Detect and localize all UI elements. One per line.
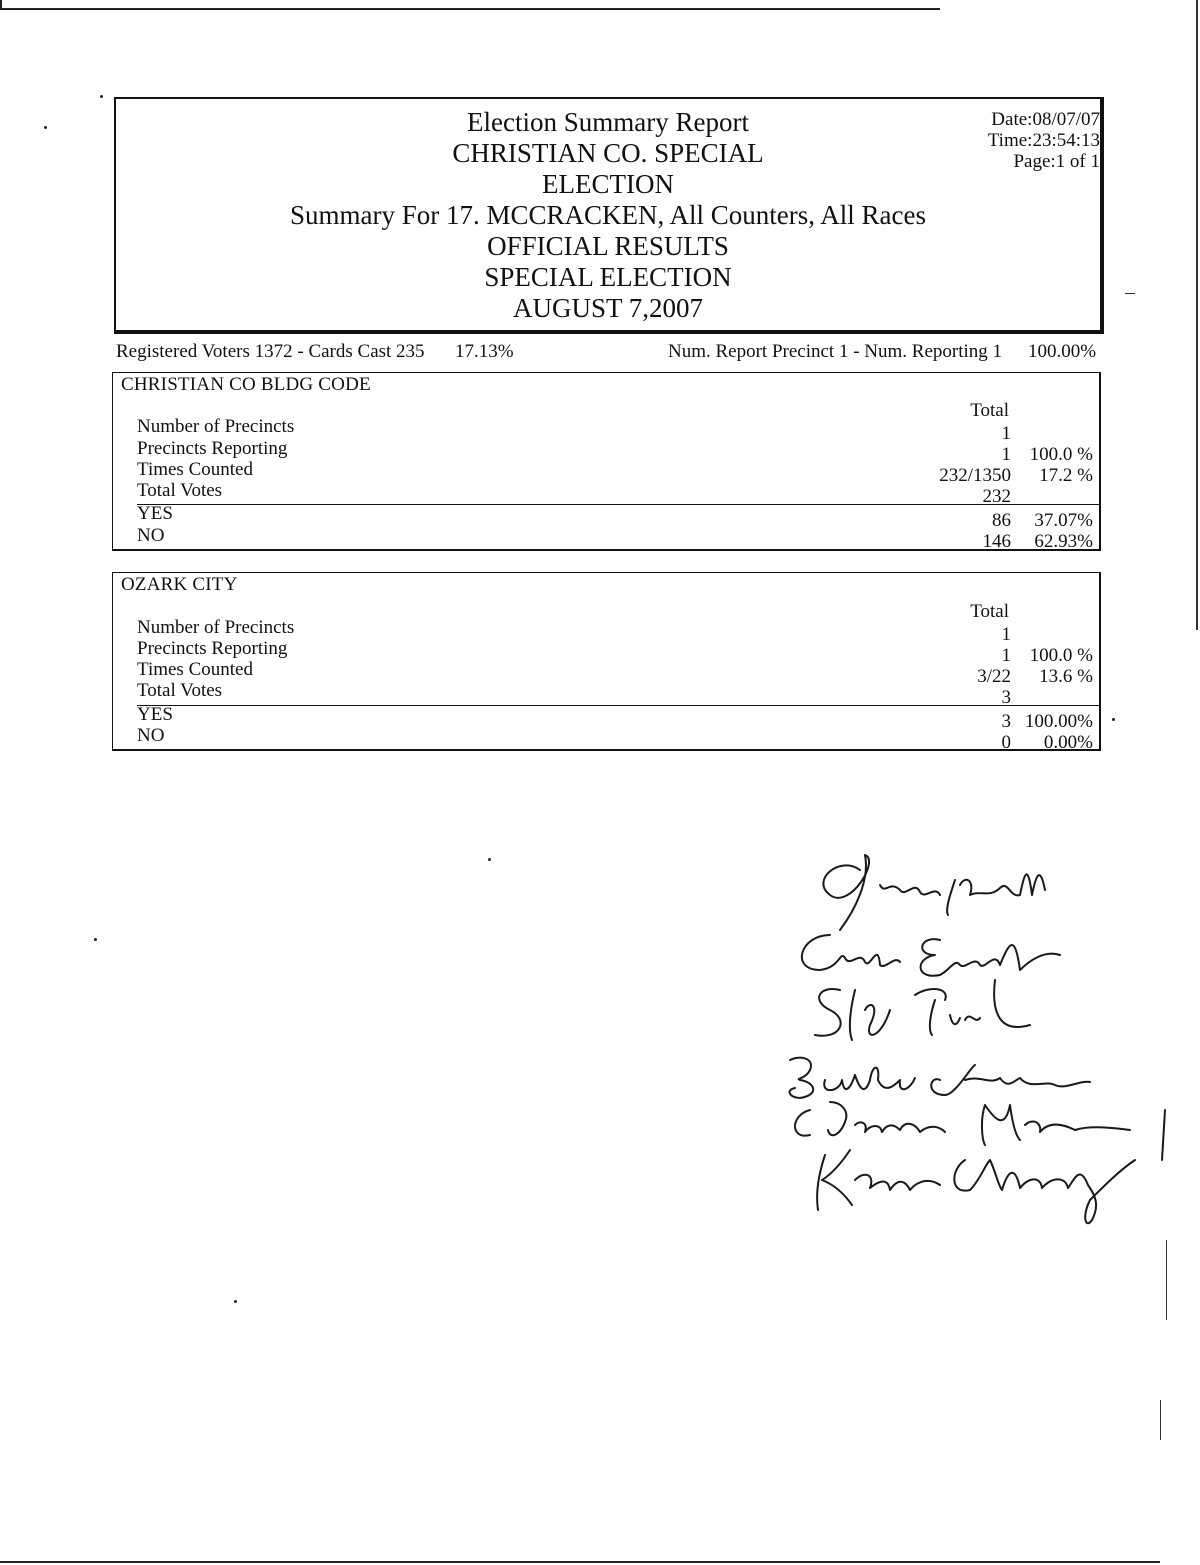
divider bbox=[137, 504, 1099, 505]
choice-label: YES bbox=[137, 704, 173, 725]
report-title: Election Summary Report bbox=[467, 107, 749, 137]
stat-label: Times Counted bbox=[137, 659, 253, 680]
signature-2 bbox=[802, 935, 1060, 976]
report-county: CHRISTIAN CO. SPECIAL bbox=[452, 138, 764, 168]
stat-label: Number of Precincts bbox=[137, 416, 295, 437]
total-header: Total bbox=[970, 601, 1009, 622]
stat-pct: 13.6 % bbox=[1039, 666, 1093, 687]
choice-pct: 100.00% bbox=[1024, 711, 1093, 732]
race-christian-co-bldg-code bbox=[112, 372, 1101, 551]
stat-label: Total Votes bbox=[137, 480, 223, 501]
choice-label: NO bbox=[137, 725, 165, 746]
scan-speck bbox=[94, 938, 97, 941]
stat-label: Total Votes bbox=[137, 680, 223, 701]
report-official: OFFICIAL RESULTS bbox=[487, 231, 729, 261]
report-summary-for: Summary For 17. MCCRACKEN, All Counters, All Races bbox=[289, 200, 927, 230]
scan-edge-right bbox=[1196, 0, 1198, 630]
choice-votes: 146 bbox=[982, 531, 1011, 552]
scan-mark bbox=[1166, 1240, 1167, 1320]
choice-votes: 86 bbox=[992, 510, 1011, 531]
stat-label: Number of Precincts bbox=[137, 617, 295, 638]
scan-edge-top bbox=[0, 8, 940, 10]
report-time: Time:23:54:13 bbox=[987, 130, 1100, 151]
stat-value: 232/1350 bbox=[939, 465, 1011, 486]
report-date: Date:08/07/07 bbox=[991, 109, 1100, 130]
scan-speck bbox=[1112, 718, 1115, 721]
choice-label: YES bbox=[137, 503, 173, 524]
stat-label: Times Counted bbox=[137, 459, 253, 480]
stat-pct: 17.2 % bbox=[1039, 465, 1093, 486]
registered-pct: 17.13% bbox=[455, 341, 514, 362]
scan-speck bbox=[234, 1300, 237, 1303]
scan-edge-bottom bbox=[0, 1561, 1160, 1563]
precincts-pct: 100.00% bbox=[1028, 341, 1097, 362]
choice-votes: 0 bbox=[1001, 732, 1011, 753]
report-election: ELECTION bbox=[542, 169, 674, 199]
signature-6 bbox=[817, 1150, 1135, 1223]
race-title: OZARK CITY bbox=[121, 574, 238, 595]
stat-value: 3 bbox=[1001, 687, 1011, 708]
stat-value: 3/22 bbox=[977, 666, 1011, 687]
scan-mark bbox=[1160, 1400, 1161, 1440]
signature-1 bbox=[823, 855, 1045, 930]
race-ozark-city bbox=[112, 572, 1101, 751]
scan-edge-left bbox=[0, 0, 2, 10]
signature-5 bbox=[795, 1102, 1165, 1160]
stat-value: 232 bbox=[982, 486, 1011, 507]
signatures-block bbox=[770, 840, 1170, 1230]
stat-value: 1 bbox=[1001, 444, 1011, 465]
report-meta bbox=[988, 109, 1100, 172]
precincts-reporting-summary: Num. Report Precinct 1 - Num. Reporting 1 bbox=[668, 341, 1003, 362]
stat-pct: 100.0 % bbox=[1029, 444, 1093, 465]
report-page: Page:1 of 1 bbox=[1013, 151, 1100, 172]
choice-label: NO bbox=[137, 525, 165, 546]
stat-label: Precincts Reporting bbox=[137, 638, 288, 659]
divider bbox=[137, 705, 1099, 706]
signature-4 bbox=[790, 1058, 1090, 1098]
report-special: SPECIAL ELECTION bbox=[484, 262, 732, 292]
stat-pct: 100.0 % bbox=[1029, 645, 1093, 666]
report-title-block bbox=[116, 107, 1100, 324]
stat-value: 1 bbox=[1001, 624, 1011, 645]
total-header: Total bbox=[970, 400, 1009, 421]
choice-votes: 3 bbox=[1001, 711, 1011, 732]
choice-pct: 0.00% bbox=[1043, 732, 1093, 753]
scan-speck bbox=[488, 858, 491, 861]
signature-3 bbox=[815, 980, 1030, 1040]
report-date-line: AUGUST 7,2007 bbox=[512, 293, 703, 323]
report-header bbox=[114, 97, 1104, 334]
registered-voters: Registered Voters 1372 - Cards Cast 235 bbox=[116, 341, 425, 362]
stat-label: Precincts Reporting bbox=[137, 438, 288, 459]
scan-speck bbox=[100, 95, 103, 98]
choice-pct: 62.93% bbox=[1034, 531, 1093, 552]
scan-speck bbox=[1125, 293, 1135, 294]
stat-value: 1 bbox=[1001, 645, 1011, 666]
stat-value: 1 bbox=[1001, 423, 1011, 444]
scan-speck bbox=[44, 126, 47, 129]
choice-pct: 37.07% bbox=[1034, 510, 1093, 531]
race-title: CHRISTIAN CO BLDG CODE bbox=[121, 374, 371, 395]
